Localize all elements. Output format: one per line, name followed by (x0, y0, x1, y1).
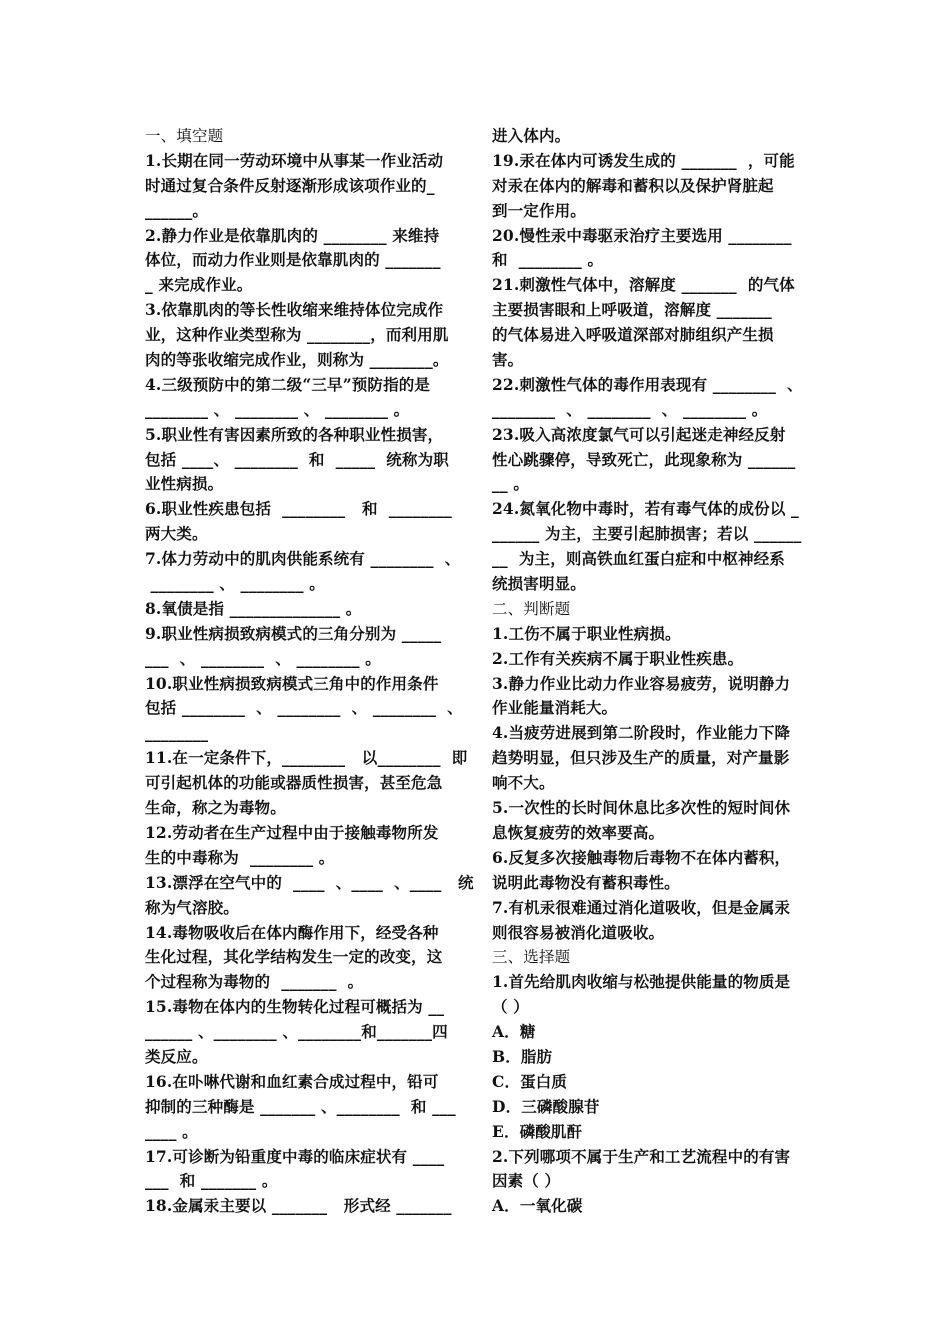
text-line: 9.职业性病损致病模式的三角分别为 _____ (145, 623, 442, 643)
text-line: 生化过程，其化学结构发生一定的改变，这 (145, 947, 443, 967)
text-line: 2.工作有关疾病不属于职业性疾患。 (492, 648, 744, 668)
text-line: 三、选择题 (492, 948, 571, 967)
text-line: 个过程称为毒物的 _______ 。 (145, 972, 364, 992)
text-line: 1.首先给肌肉收缩与松弛提供能量的物质是 (492, 972, 791, 992)
text-line: 抑制的三种酶是 _______ 、________ 和 ___ (145, 1096, 456, 1116)
text-line: ________ 、 ________ 、 ________ 。 (145, 399, 410, 419)
text-line: 18.金属汞主要以 _______ 形式经 _______ (145, 1196, 452, 1216)
text-line: 称为气溶胶。 (145, 897, 239, 917)
text-line: ________ 、 ________ 、 ________ 。 (492, 399, 768, 419)
text-line: 体位，而动力作业则是依靠肌肉的 _______ (145, 250, 441, 270)
text-line: 6.职业性疾患包括 ________ 和 ________ (145, 499, 452, 519)
text-line: E．磷酸肌酐 (492, 1121, 583, 1141)
text-line: ______ 为主，主要引起肺损害；若以 ______ (492, 524, 802, 544)
text-line: 20.慢性汞中毒驱汞治疗主要选用 ________ (492, 225, 792, 245)
text-line: 7.体力劳动中的肌肉供能系统有 ________ 、 (145, 549, 461, 569)
text-line: ______ 、________ 、________和_______四 (145, 1022, 448, 1042)
text-line: _ 来完成作业。 (145, 275, 253, 295)
text-line: 4.三级预防中的第二级“三早”预防指的是 (145, 374, 431, 394)
text-line: 23.吸入高浓度氯气可以引起迷走神经反射 (492, 424, 786, 444)
text-line: 一、填空题 (145, 127, 224, 145)
text-line: 说明此毒物没有蓄积毒性。 (492, 872, 680, 892)
text-line: 1.长期在同一劳动环境中从事某一作业活动 (145, 150, 444, 170)
text-line: 1.工伤不属于职业性病损。 (492, 623, 681, 643)
text-line: 对汞在体内的解毒和蓄积以及保护肾脏起 (492, 175, 774, 195)
text-line: 17.可诊断为铅重度中毒的临床症状有 ____ (145, 1146, 445, 1166)
text-line: 两大类。 (145, 524, 208, 544)
text-line: D．三磷酸腺苷 (492, 1096, 600, 1116)
text-line: 统损害明显。 (492, 574, 586, 594)
text-line: 2.下列哪项不属于生产和工艺流程中的有害 (492, 1146, 791, 1166)
text-line: ____ 。 (145, 1121, 198, 1141)
text-line: 业，这种作业类型称为 ________，而利用肌 (145, 325, 449, 345)
text-line: 和 ________ 。 (492, 250, 604, 270)
text-line: 7.有机汞很难通过消化道吸收，但是金属汞 (492, 897, 791, 917)
text-line: 包括 ____、 ________ 和 _____ 统称为职 (145, 449, 449, 469)
text-line: 性心跳骤停，导致死亡，此现象称为 ______ (492, 449, 796, 469)
text-line: A．糖 (492, 1022, 536, 1042)
text-line: 4.当疲劳进展到第二阶段时，作业能力下降 (492, 723, 791, 743)
text-line: ___ 、 ________ 、 ________ 。 (145, 648, 381, 668)
text-line: 趋势明显，但只涉及生产的质量，对产量影 (492, 748, 790, 768)
text-line: __ 为主，则高铁血红蛋白症和中枢神经系 (492, 549, 785, 569)
text-line: 到一定作用。 (492, 200, 586, 220)
text-line: 15.毒物在体内的生物转化过程可概括为 __ (145, 997, 445, 1017)
text-line: ________ 、 ________ 。 (145, 574, 325, 594)
text-line: 13.漂浮在空气中的 ____ 、____ 、____ 统 (145, 872, 474, 892)
right-column (492, 124, 810, 1219)
text-line: 主要损害眼和上呼吸道，溶解度 _______ (492, 300, 772, 320)
text-line: （ ） (492, 997, 529, 1017)
text-line: 6.反复多次接触毒物后毒物不在体内蓄积， (492, 847, 791, 867)
text-line: 3.静力作业比动力作业容易疲劳，说明静力 (492, 673, 791, 693)
left-column (145, 124, 474, 1219)
text-line: 进入体内。 (492, 126, 571, 145)
text-line: 8.氧债是指 ______________ 。 (145, 598, 362, 618)
text-line: 二、判断题 (492, 599, 571, 618)
text-line: B．脂肪 (492, 1046, 553, 1066)
text-line: 息恢复疲劳的效率要高。 (492, 822, 665, 842)
text-line: 可引起机体的功能或器质性损害，甚至危急 (145, 773, 443, 793)
text-line: 14.毒物吸收后在体内酶作用下，经受各种 (145, 922, 439, 942)
text-line: 肉的等张收缩完成作业，则称为 ________。 (145, 350, 449, 370)
text-line: 包括 ________ 、 ________ 、 ________ 、 (145, 698, 463, 718)
text-line: ___ 和 _______ 。 (145, 1171, 278, 1191)
text-line: 生的中毒称为 ________ 。 (145, 847, 335, 867)
text-line: A．一氧化碳 (492, 1196, 583, 1216)
text-line: 作业能量消耗大。 (492, 698, 618, 718)
text-line: __ 。 (492, 474, 529, 494)
text-line: 2.静力作业是依靠肌肉的 ________ 来维持 (145, 225, 440, 245)
text-line: 响不大。 (492, 773, 555, 793)
text-line: 业性病损。 (145, 474, 224, 494)
text-line: ________ (145, 723, 209, 743)
text-line: ______。 (145, 200, 209, 220)
text-line: 24.氮氧化物中毒时，若有毒气体的成份以 _ (492, 499, 799, 519)
text-line: 类反应。 (145, 1046, 208, 1066)
text-line: 10.职业性病损致病模式三角中的作用条件 (145, 673, 439, 693)
text-line: 21.刺激性气体中，溶解度 _______ 的气体 (492, 275, 795, 295)
text-line: 害。 (492, 350, 524, 370)
text-line: 生命，称之为毒物。 (145, 798, 286, 818)
text-line: 19.汞在体内可诱发生成的 _______ ，可能 (492, 150, 795, 170)
text-line: 22.刺激性气体的毒作用表现有 ________ 、 (492, 374, 803, 394)
text-line: 5.职业性有害因素所致的各种职业性损害， (145, 424, 444, 444)
text-line: 3.依靠肌肉的等长性收缩来维持体位完成作 (145, 300, 444, 320)
text-line: 则很容易被消化道吸收。 (492, 922, 665, 942)
text-line: 11.在一定条件下，________ 以________ 即 (145, 748, 468, 768)
text-line: 时通过复合条件反射逐渐形成该项作业的_ (145, 175, 435, 195)
text-line: 因素（ ） (492, 1171, 561, 1191)
text-line: 12.劳动者在生产过程中由于接触毒物所发 (145, 822, 439, 842)
text-line: 5.一次性的长时间休息比多次性的短时间休 (492, 798, 791, 818)
text-line: C．蛋白质 (492, 1071, 568, 1091)
text-line: 的气体易进入呼吸道深部对肺组织产生损 (492, 325, 774, 345)
text-line: 16.在卟啉代谢和血红素合成过程中，铅可 (145, 1071, 439, 1091)
